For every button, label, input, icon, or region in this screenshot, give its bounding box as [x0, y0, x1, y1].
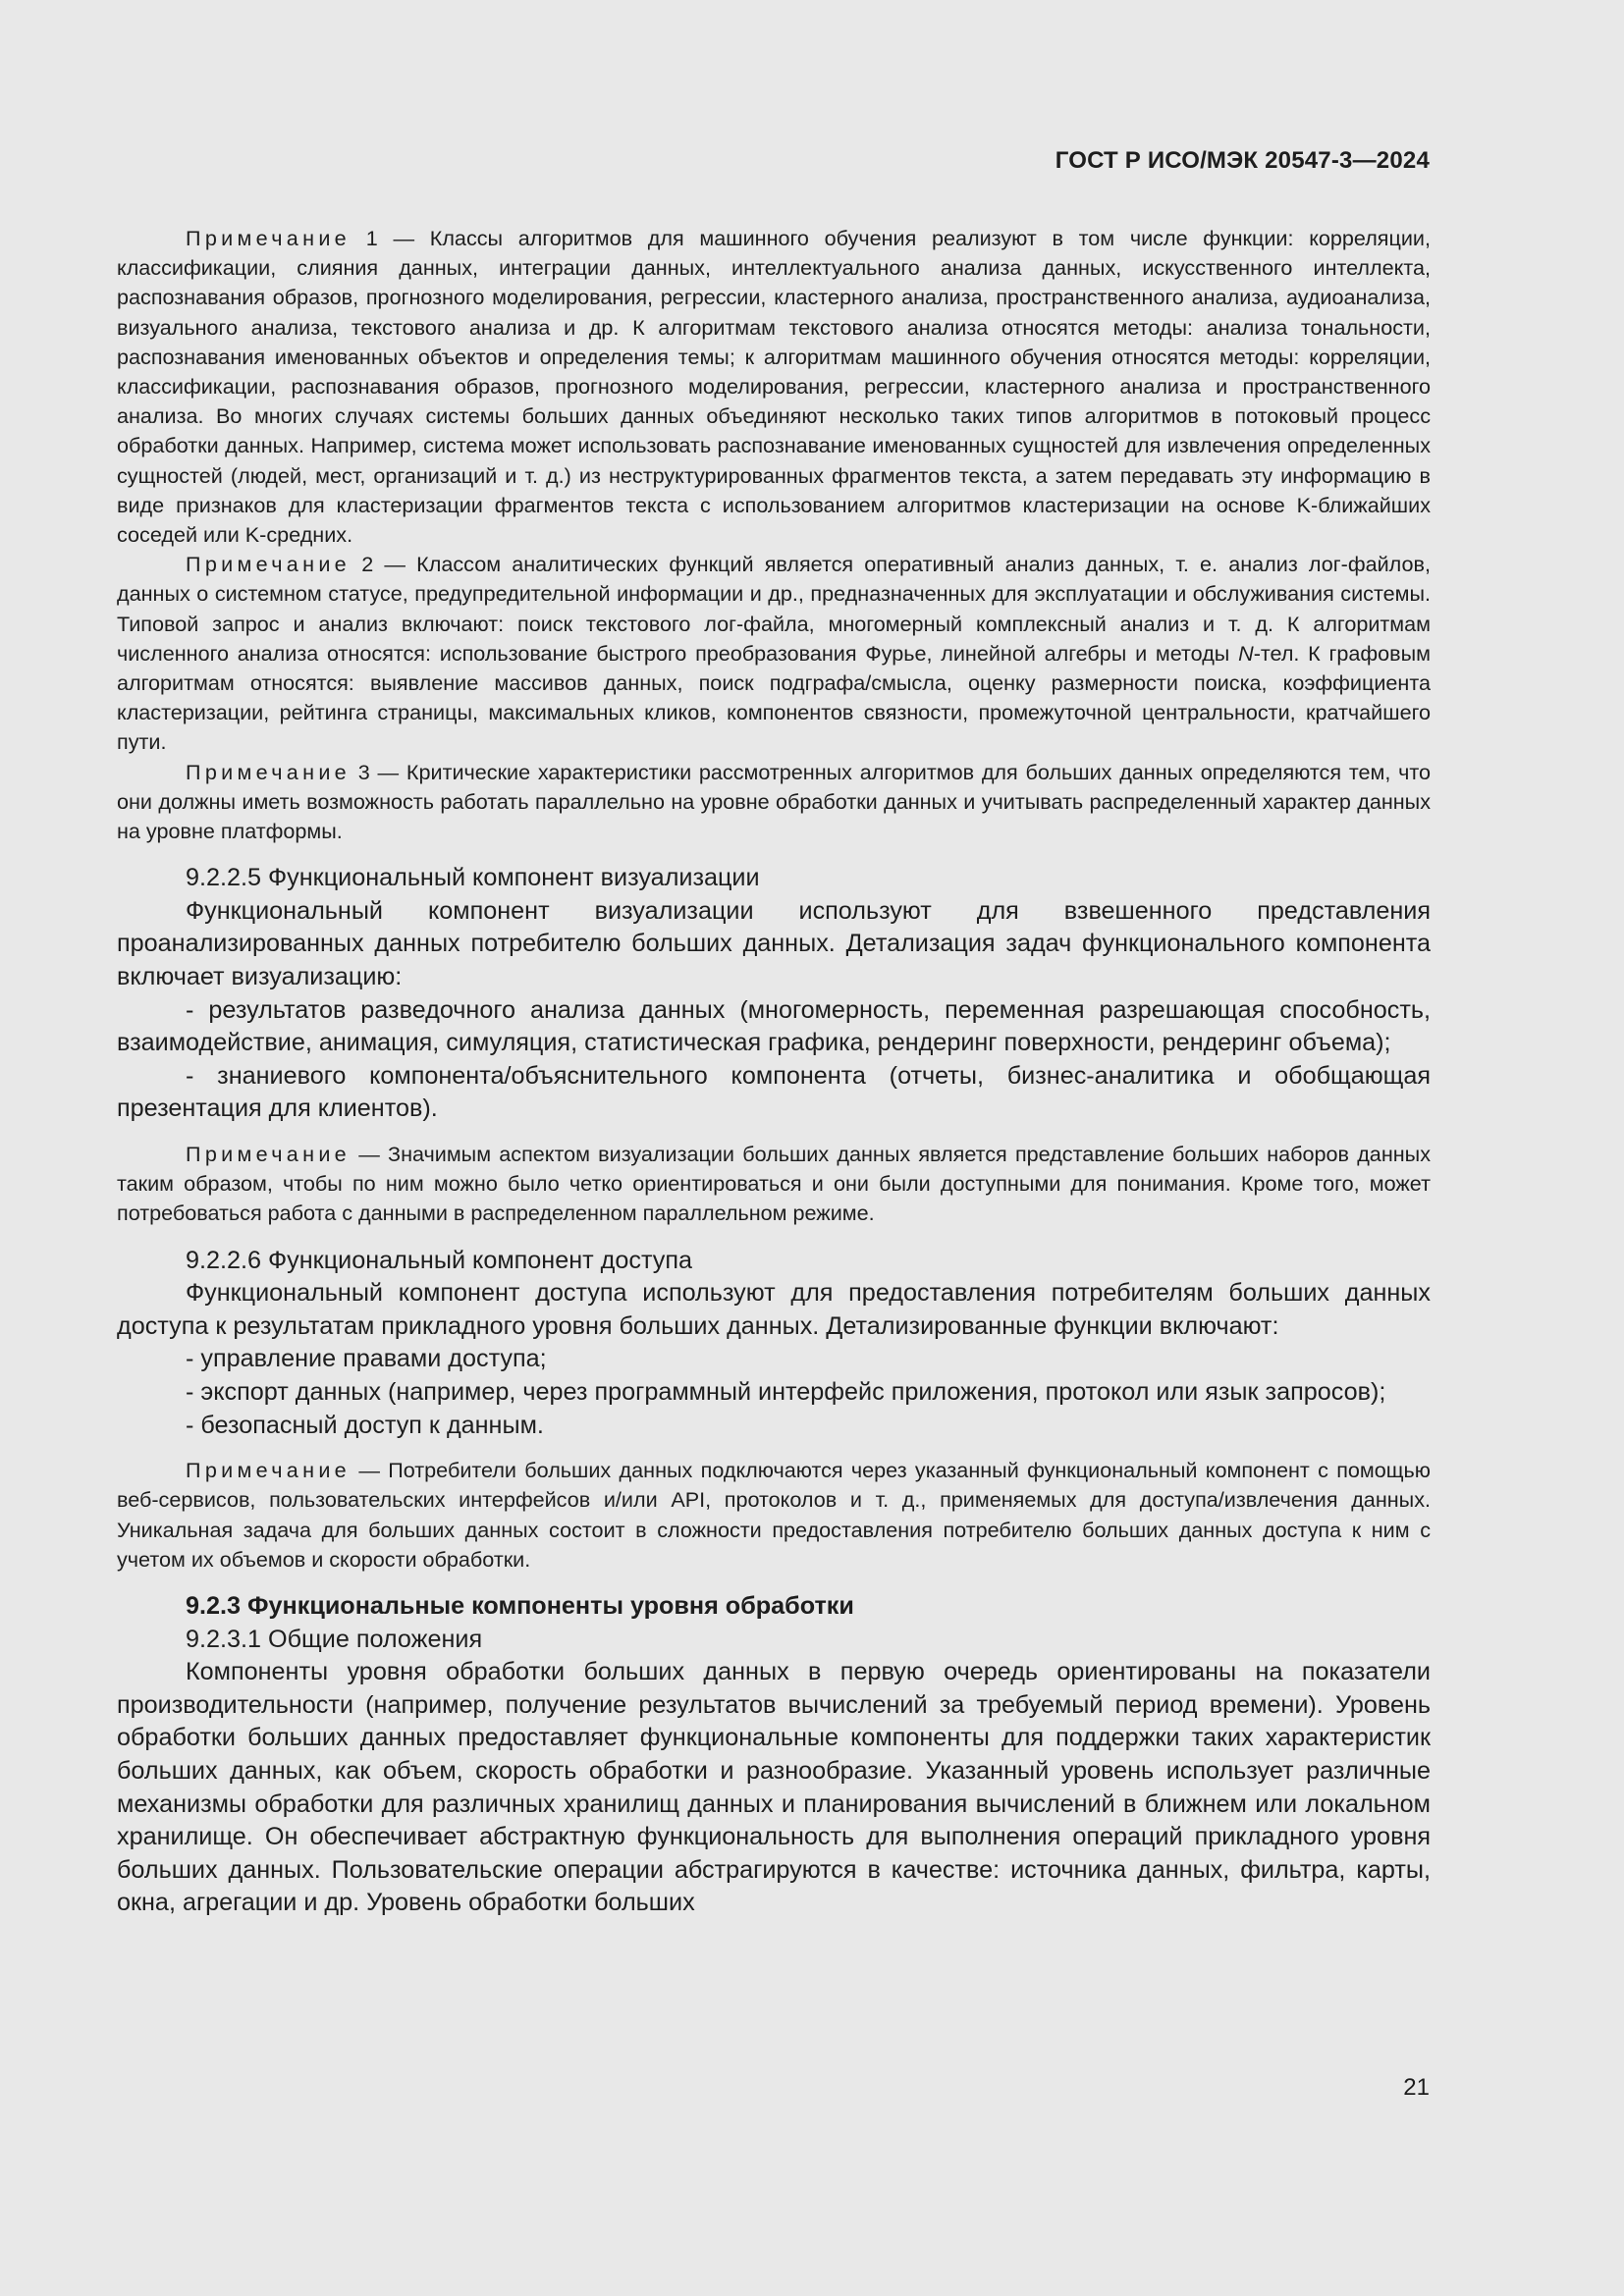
note-3	[117, 758, 1431, 847]
note-label: Примечание	[186, 1458, 351, 1483]
main-content	[117, 224, 1431, 1920]
section-heading-923: 9.2.3 Функциональные компоненты уровня обработки	[186, 1592, 854, 1620]
note-access	[117, 1456, 1431, 1575]
page-number: 21	[1403, 2074, 1430, 2101]
note-label: Примечание	[186, 1142, 351, 1167]
note-text: — Потребители больших данных подключаются через указанный функциональный компонент с помощью веб-сервисов, пользовательских интерфейсов и/или API, протоколов и т. д., применяемых для доступа/извлечения данных. Уникальная задача для больших данных состоит в сложности предоставления потребителю больших данных доступа к ним с учетом их объемов и скорости обработки.	[117, 1458, 1431, 1572]
section-subheading-9231: 9.2.3.1 Общие положения	[186, 1625, 483, 1653]
list-item: - безопасный доступ к данным.	[186, 1411, 544, 1439]
section-heading-9226: 9.2.2.6 Функциональный компонент доступа	[186, 1246, 693, 1274]
list-item: - результатов разведочного анализа данных (многомерность, переменная разрешающая способность, взаимодействие, анимация, симуляция, статистическая графика, рендеринг поверхности, рендеринг объема);	[117, 995, 1431, 1057]
note-text: — Значимым аспектом визуализации больших данных является представление больших наборов данных таким образом, чтобы по ним можно было четко ориентироваться и они были доступными для понимания. Кроме того, может потребоваться работа с данными в распределенном параллельном режиме.	[117, 1142, 1431, 1226]
note-label: Примечание	[186, 759, 351, 784]
note-label: Примечание	[186, 226, 351, 250]
note-text-cont: -тел. К графовым алгоритмам относятся: выявление массивов данных, поиск подграфа/смысла, оценку размерности поиска, коэффициента кластеризации, рейтинга страницы, максимальных кликов, компонентов связности, промежуточной центральности, кратчайшего пути.	[117, 640, 1431, 755]
note-text: 3 — Критические характеристики рассмотренных алгоритмов для больших данных определяются тем, что они должны иметь возможность работать параллельно на уровне обработки данных и учитывать распределенный характер данных на уровне платформы.	[117, 759, 1431, 844]
section-paragraph: Функциональный компонент доступа используют для предоставления потребителям больших данных доступа к результатам прикладного уровня больших данных. Детализированные функции включают:	[117, 1279, 1431, 1340]
section-paragraph: Компоненты уровня обработки больших данных в первую очередь ориентированы на показатели производительности (например, получение результатов вычислений за требуемый период времени). Уровень обработки больших данных предоставляет функциональные компоненты для поддержки таких характеристик больших данных, как объем, скорость обработки и разнообразие. Указанный уровень использует различные механизмы обработки для различных хранилищ данных и планирования вычислений в ближнем или локальном хранилище. Он обеспечивает абстрактную функциональность для выполнения операций прикладного уровня больших данных. Пользовательские операции абстрагируются в качестве: источника данных, фильтра, карты, окна, агрегации и др. Уровень обработки больших	[117, 1658, 1431, 1917]
note-text: 2 — Классом аналитических функций является оперативный анализ данных, т. е. анализ лог-файлов, данных о системном статусе, предупредительной информации и др., предназначенных для эксплуатации и обслуживания системы. Типовой запрос и анализ включают: поиск текстового лог-файла, многомерный комплексный анализ и т. д. К алгоритмам численного анализа относятся: использование быстрого преобразования Фурье, линейной алгебры и методы	[117, 552, 1431, 666]
note-1	[117, 224, 1431, 550]
note-text: 1 — Классы алгоритмов для машинного обучения реализуют в том числе функции: корреляции, классификации, слияния данных, интеграции данных, интеллектуального анализа данных, искусственного интеллекта, распознавания образов, прогнозного моделирования, регрессии, кластерного анализа, пространственного анализа, аудиоанализа, визуального анализа, текстового анализа и др. К алгоритмам текстового анализа относятся методы: анализа тональности, распознавания именованных объектов и определения темы; к алгоритмам машинного обучения относятся методы: корреляции, классификации, распознавания образов, прогнозного моделирования, регрессии, кластерного анализа и пространственного анализа. Во многих случаях системы больших данных объединяют несколько таких типов алгоритмов в потоковый процесс обработки данных. Например, система может использовать распознавание именованных сущностей для извлечения определенных сущностей (людей, мест, организаций и т. д.) из неструктурированных фрагментов текста, а затем передавать эту информацию в виде признаков для кластеризации фрагментов текста с использованием алгоритмов кластеризации на основе K-ближайших соседей или K-средних.	[117, 226, 1431, 548]
list-item: - управление правами доступа;	[186, 1345, 547, 1373]
note-italic-n: N	[1238, 640, 1254, 666]
list-item: - знаниевого компонента/объяснительного компонента (отчеты, бизнес-аналитика и обобщающая презентация для клиентов).	[117, 1061, 1431, 1123]
section-heading-9225: 9.2.2.5 Функциональный компонент визуализации	[186, 864, 760, 892]
document-code-header: ГОСТ Р ИСО/МЭК 20547-3—2024	[1055, 147, 1430, 174]
note-label: Примечание	[186, 552, 351, 577]
list-item: - экспорт данных (например, через программный интерфейс приложения, протокол или язык запросов);	[186, 1378, 1386, 1406]
section-paragraph: Функциональный компонент визуализации используют для взвешенного представления проанализированных данных потребителю больших данных. Детализация задач функционального компонента включает визуализацию:	[117, 896, 1431, 991]
note-2	[117, 550, 1431, 757]
note-visualization	[117, 1140, 1431, 1229]
